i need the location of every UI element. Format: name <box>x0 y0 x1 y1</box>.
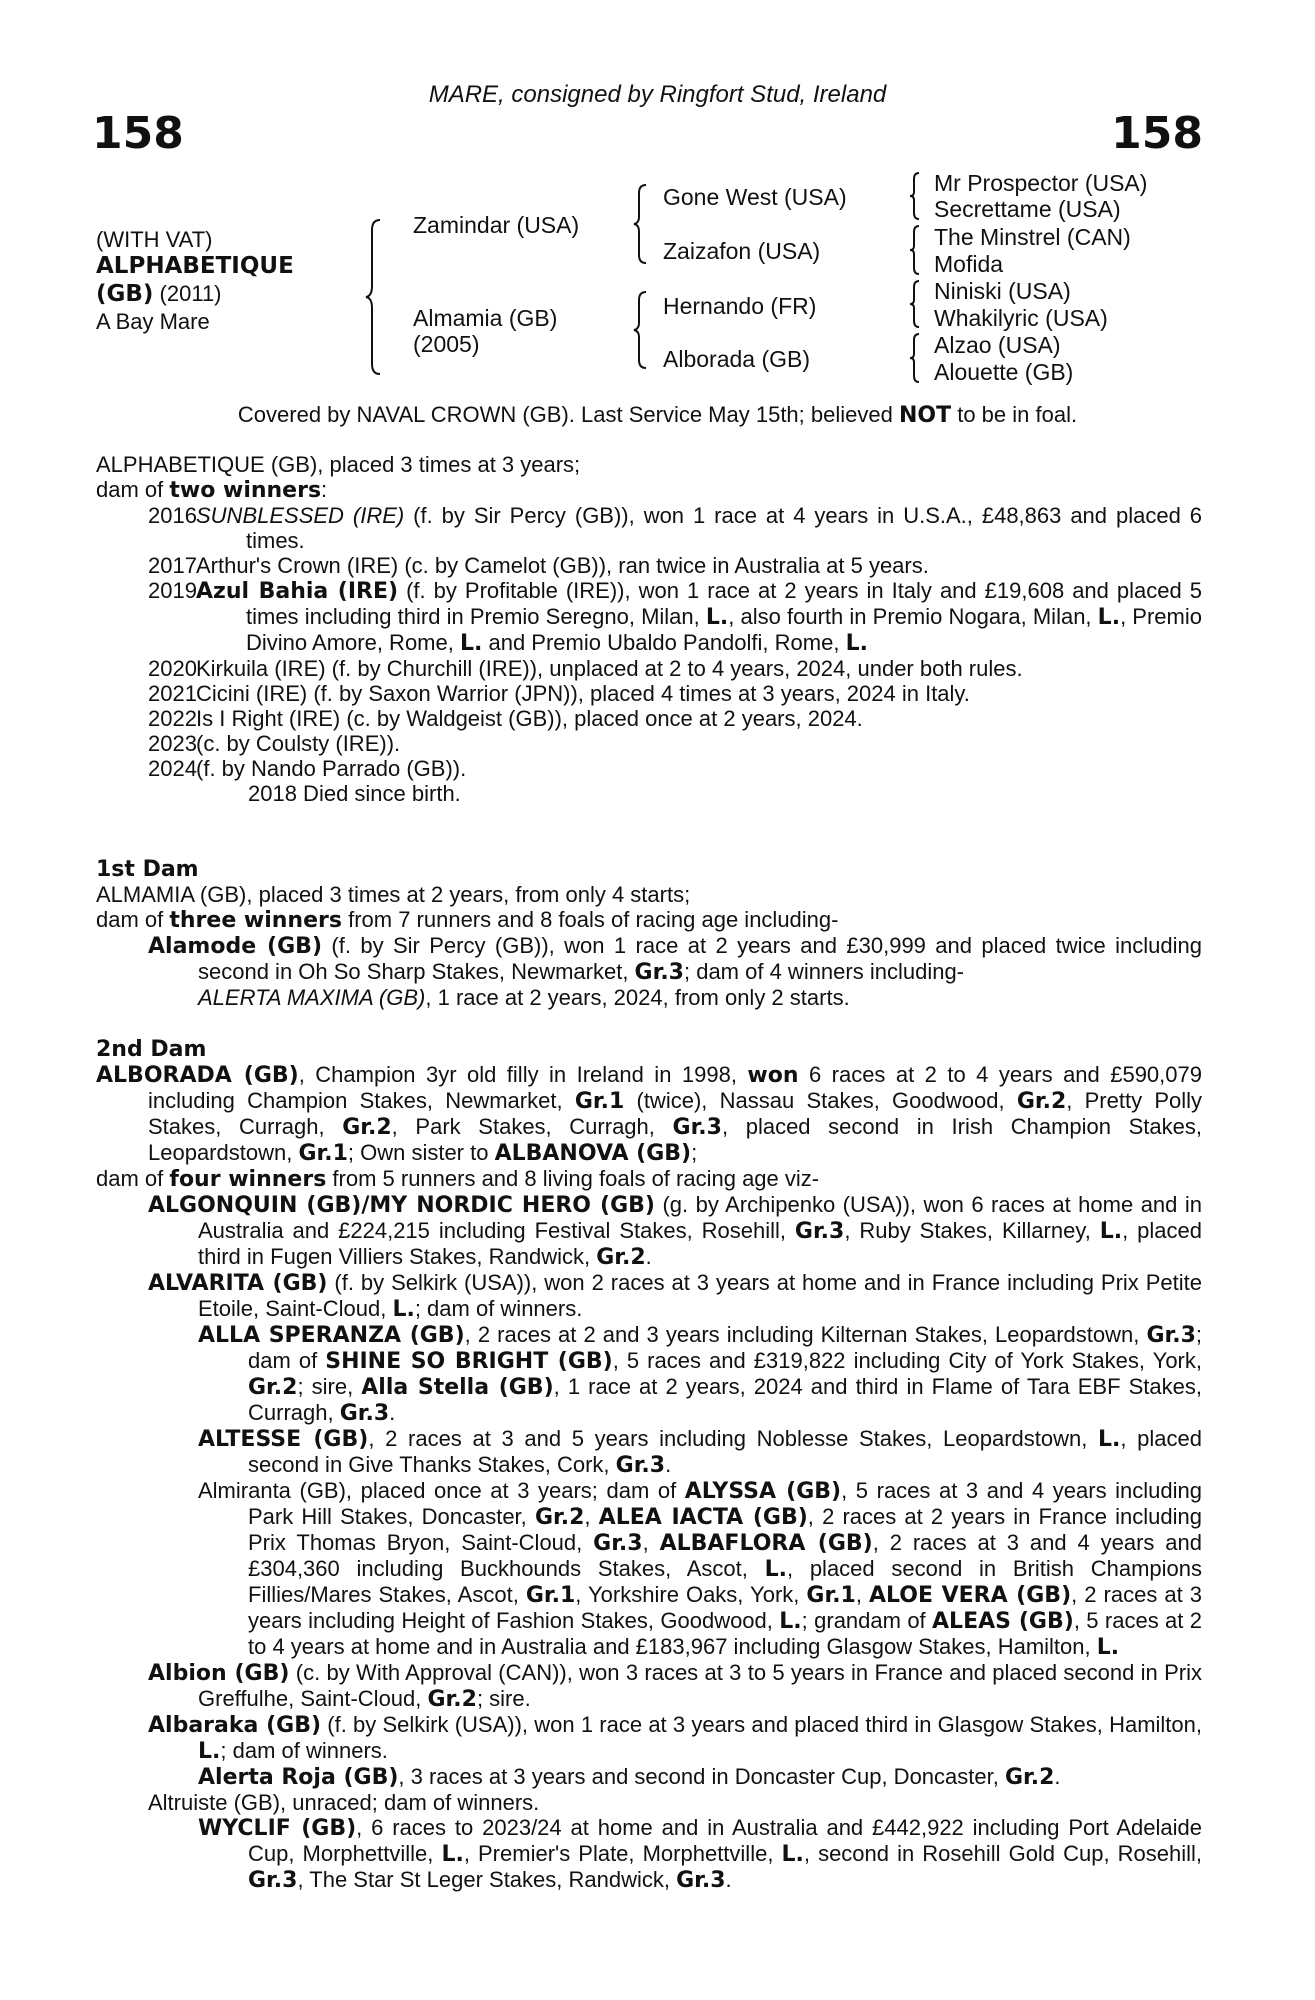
bold-text: L. <box>1099 1219 1123 1244</box>
bold-text: L. <box>392 1297 415 1322</box>
text-run: . <box>1054 1764 1061 1789</box>
produce-entry <box>96 553 1202 578</box>
text-run: , 2 races at 3 and 5 years including Noblesse Stakes, Leopardstown, <box>368 1426 1099 1451</box>
bold-text: ALTESSE (GB) <box>198 1427 369 1452</box>
covering-post: to be in foal. <box>951 402 1078 427</box>
text-run: , The Star St Leger Stakes, Randwick, <box>297 1867 677 1892</box>
text-run: , 6 races to 2023/24 at home and in Australia and £442,922 including Port Adelaide Cup, Morphettville, <box>248 1815 1203 1866</box>
bold-text: ALLA SPERANZA (GB) <box>198 1323 465 1348</box>
produce-dam-of-count: two winners <box>169 478 322 503</box>
produce-entry <box>96 681 1202 706</box>
first-dam-heading: 1st Dam <box>96 857 199 882</box>
bold-text: Gr.2 <box>596 1245 646 1270</box>
lot-number-right: 158 <box>1111 108 1203 159</box>
text-run: ; dam of winners. <box>220 1738 388 1763</box>
produce-entry <box>96 503 1202 553</box>
pedigree-bracket-dam <box>632 290 650 370</box>
pedigree-dam: Almamia (GB) <box>413 305 558 331</box>
italic-text: ALERTA MAXIMA (GB) <box>198 985 426 1010</box>
text-run: ; Own sister to <box>347 1140 495 1165</box>
text-run: (twice), Nassau Stakes, Goodwood, <box>624 1088 1017 1113</box>
produce-dam-of <box>96 477 1202 503</box>
produce-entry <box>96 731 1202 756</box>
bold-text: ALBAFLORA (GB) <box>659 1531 873 1556</box>
covering-pre: Covered by NAVAL CROWN (GB). Last Service May 15th; believed <box>237 402 899 427</box>
pedigree-dam-year: (2005) <box>413 331 480 357</box>
bold-text: L. <box>705 605 729 630</box>
produce-list <box>96 503 1202 781</box>
produce-year: 2020 <box>148 656 197 681</box>
bold-text: L. <box>459 631 483 656</box>
produce-entry <box>96 578 1202 656</box>
produce-detail <box>196 578 1202 656</box>
pedigree-paragraph <box>96 1712 1202 1764</box>
produce-entry <box>96 656 1202 681</box>
pedigree-paragraph <box>96 1815 1202 1893</box>
text-run: Arthur's Crown (IRE) (c. by Camelot (GB)), ran twice in Australia at 5 years. <box>196 553 929 578</box>
text-run: , Champion 3yr old filly in Ireland in 1998, <box>298 1062 748 1087</box>
pedigree-paragraph <box>96 1062 1202 1166</box>
text-run: , placed second in Give Thanks Stakes, Cork, <box>248 1426 1203 1477</box>
bold-text: Alamode (GB) <box>148 934 322 959</box>
bold-text: Gr.3 <box>1146 1323 1196 1348</box>
vat-note: (WITH VAT) <box>96 227 213 252</box>
bold-text: Albaraka (GB) <box>148 1713 322 1738</box>
bold-text: Albion (GB) <box>148 1661 290 1686</box>
text-run: (c. by Coulsty (IRE)). <box>196 731 401 756</box>
produce-detail <box>196 731 1202 756</box>
pedigree-paragraph <box>96 985 1202 1010</box>
text-run: , 2 races at 3 and 4 years and £304,360 including Buckhounds Stakes, Ascot, <box>248 1530 1202 1581</box>
text-run: , 1 race at 2 years, 2024, from only 2 starts. <box>425 985 850 1010</box>
text-run: , <box>584 1504 599 1529</box>
text-run: (f. by Sir Percy (GB)), won 1 race at 2 years and £30,999 and placed twice including second in Oh So Sharp Stakes, Newmarket, <box>198 933 1202 984</box>
text-run: , Premio Divino Amore, Rome, <box>246 604 1202 655</box>
text-run: , 5 races at 3 and 4 years including Park Hill Stakes, Doncaster, <box>248 1478 1202 1529</box>
text-run: (c. by With Approval (CAN)), won 3 races at 3 to 5 years in France and placed second in Prix Greffulhe, Saint-Cloud, <box>198 1660 1202 1711</box>
produce-year: 2022 <box>148 706 197 731</box>
pedigree-bracket-sire <box>632 183 650 265</box>
bold-text: ALOE VERA (GB) <box>869 1583 1072 1608</box>
produce-year: 2023 <box>148 731 197 756</box>
pedigree-paragraph <box>96 1478 1202 1660</box>
text-run: , Premier's Plate, Morphettville, <box>463 1841 782 1866</box>
text-run: (f. by Nando Parrado (GB)). <box>196 756 467 781</box>
bold-text: Gr.3 <box>248 1868 298 1893</box>
text-run: (g. by Archipenko (USA)), won 6 races at home and in Australia and £224,215 including Festival Stakes, Rosehill, <box>198 1192 1203 1243</box>
produce-dam-of-post: : <box>321 477 328 502</box>
text-run: , Ruby Stakes, Killarney, <box>844 1218 1100 1243</box>
bold-text: won <box>747 1063 799 1088</box>
text-run: Altruiste (GB), unraced; dam of winners. <box>148 1790 540 1815</box>
text-run: , second in Rosehill Gold Cup, Rosehill, <box>803 1841 1203 1866</box>
horse-year: (2011) <box>153 281 222 306</box>
bold-text: Gr.3 <box>672 1115 722 1140</box>
pedigree-paragraph <box>96 1270 1202 1322</box>
bold-text: ALEAS (GB) <box>932 1609 1074 1634</box>
horse-name-year <box>96 280 294 308</box>
produce-entry <box>96 706 1202 731</box>
second-dam-section <box>96 1037 1202 1893</box>
bold-text: Gr.2 <box>1016 1089 1067 1114</box>
text-run: ; grandam of <box>801 1608 933 1633</box>
produce-detail <box>196 756 1202 781</box>
horse-description: A Bay Mare <box>96 309 210 334</box>
text-run: . <box>389 1400 396 1425</box>
text-run: (f. by Selkirk (USA)), won 2 races at 3 years at home and in France including Prix Petite Etoile, Saint-Cloud, <box>198 1270 1202 1321</box>
pedigree-paragraph <box>96 1192 1202 1270</box>
text-run: (f. by Profitable (IRE)), won 1 race at 2 years in Italy and £19,608 and placed 5 times including third in Premio Seregno, Milan, <box>246 578 1202 629</box>
text-run: Almiranta (GB), placed once at 3 years; dam of <box>198 1478 685 1503</box>
text-run: , 1 race at 2 years, 2024 and third in Flame of Tara EBF Stakes, Curragh, <box>248 1374 1202 1425</box>
text-run: , Park Stakes, Curragh, <box>391 1114 673 1139</box>
bold-text: Gr.2 <box>534 1505 585 1530</box>
produce-detail <box>196 553 1202 578</box>
text-run: dam of <box>96 907 170 932</box>
pedigree-sds: The Minstrel (CAN) <box>934 224 1131 250</box>
produce-dam-of-pre: dam of <box>96 477 170 502</box>
text-run: , Yorkshire Oaks, York, <box>575 1582 807 1607</box>
bold-text: Gr.2 <box>427 1687 477 1712</box>
produce-year: 2019 <box>148 578 197 603</box>
pedigree-sd: Zaizafon (USA) <box>663 238 821 264</box>
bold-text: Gr.3 <box>593 1531 643 1556</box>
text-run: , placed second in British Champions Fillies/Mares Stakes, Ascot, <box>248 1556 1202 1607</box>
text-run: . <box>665 1452 672 1477</box>
bold-text: L. <box>1098 1427 1121 1452</box>
pedigree-ds: Hernando (FR) <box>663 293 817 319</box>
pedigree-dss: Niniski (USA) <box>934 278 1071 304</box>
bold-text: Gr.3 <box>676 1868 726 1893</box>
bold-text: Gr.3 <box>794 1219 845 1244</box>
pedigree-paragraph <box>96 882 1202 907</box>
text-run: , placed third in Fugen Villiers Stakes, Randwick, <box>198 1218 1202 1269</box>
pedigree-paragraph <box>96 1660 1202 1712</box>
bold-text: Alerta Roja (GB) <box>198 1765 399 1790</box>
text-run: , placed second in Irish Champion Stakes, Leopardstown, <box>148 1114 1202 1165</box>
horse-name: ALPHABETIQUE <box>96 253 294 279</box>
pedigree-sss: Mr Prospector (USA) <box>934 170 1148 196</box>
bold-text: ALVARITA (GB) <box>148 1271 328 1296</box>
text-run: ; sire. <box>476 1686 531 1711</box>
pedigree-bracket-g3-1 <box>908 171 922 221</box>
produce-detail <box>196 503 1202 553</box>
pedigree-dsd: Whakilyric (USA) <box>934 305 1108 331</box>
bold-text: L. <box>1096 1635 1120 1660</box>
pedigree-paragraph <box>96 933 1202 985</box>
bold-text: Gr.1 <box>574 1089 625 1114</box>
bold-text: ALBORADA (GB) <box>96 1063 299 1088</box>
produce-died-note: 2018 Died since birth. <box>248 781 461 806</box>
bold-text: L. <box>845 631 868 656</box>
text-run: from 7 runners and 8 foals of racing age including- <box>341 907 839 932</box>
consignment-line: MARE, consigned by Ringfort Stud, Ireland <box>428 81 887 108</box>
text-run: Kirkuila (IRE) (f. by Churchill (IRE)), unplaced at 2 to 4 years, 2024, under both rules. <box>196 656 1023 681</box>
bold-text: L. <box>779 1609 802 1634</box>
first-dam-body <box>96 882 1202 1010</box>
pedigree-dd: Alborada (GB) <box>663 346 811 372</box>
pedigree-sdd: Mofida <box>934 251 1004 277</box>
bold-text: four winners <box>169 1167 327 1192</box>
pedigree-paragraph <box>96 1790 1202 1815</box>
bold-text: Alla Stella (GB) <box>361 1375 554 1400</box>
pedigree-paragraph <box>96 1764 1202 1790</box>
pedigree-bracket-g3-4 <box>908 332 922 384</box>
text-run: (f. by Selkirk (USA)), won 1 race at 3 years and placed third in Glasgow Stakes, Hamilton, <box>321 1712 1203 1737</box>
produce-intro: ALPHABETIQUE (GB), placed 3 times at 3 years; <box>96 452 581 477</box>
bold-text: L. <box>441 1842 464 1867</box>
lot-number-left: 158 <box>92 108 184 159</box>
pedigree-paragraph <box>96 1166 1202 1192</box>
bold-text: ALYSSA (GB) <box>684 1479 842 1504</box>
bold-text: three winners <box>169 908 342 933</box>
bold-text: Gr.1 <box>525 1583 576 1608</box>
horse-country: (GB) <box>96 281 154 307</box>
produce-year: 2017 <box>148 553 197 578</box>
bold-text: SHINE SO BRIGHT (GB) <box>325 1349 613 1374</box>
text-run: , 5 races and £319,822 including City of York Stakes, York, <box>612 1348 1202 1373</box>
bold-text: Gr.3 <box>339 1401 390 1426</box>
text-run: ALMAMIA (GB), placed 3 times at 2 years, from only 4 starts; <box>96 882 691 907</box>
bold-text: L. <box>781 1842 804 1867</box>
pedigree-ssd: Secrettame (USA) <box>934 196 1121 222</box>
bold-text: L. <box>764 1557 787 1582</box>
text-run: from 5 runners and 8 living foals of racing age viz- <box>326 1166 820 1191</box>
text-run: (f. by Sir Percy (GB)), won 1 race at 4 years in U.S.A., £48,863 and placed 6 times. <box>246 503 1202 553</box>
bold-text: Azul Bahia (IRE) <box>196 579 399 604</box>
produce-record <box>96 452 1202 806</box>
bold-text: L. <box>198 1739 221 1764</box>
bold-text: ALGONQUIN (GB)/MY NORDIC HERO (GB) <box>148 1193 655 1218</box>
produce-year: 2021 <box>148 681 197 706</box>
bold-text: ALEA IACTA (GB) <box>598 1505 808 1530</box>
bold-text: WYCLIF (GB) <box>198 1816 357 1841</box>
text-run: , <box>855 1582 870 1607</box>
pedigree-ddd: Alouette (GB) <box>934 359 1074 385</box>
first-dam-section <box>96 857 1202 1010</box>
text-run: ; <box>691 1140 698 1165</box>
pedigree-bracket-g3-2 <box>908 224 922 276</box>
italic-text: SUNBLESSED (IRE) <box>196 503 405 528</box>
text-run: , 5 races at 2 to 4 years at home and in Australia and £183,967 including Glasgow Stakes, Hamilton, <box>248 1608 1202 1659</box>
bold-text: Gr.3 <box>615 1453 666 1478</box>
bold-text: Gr.1 <box>298 1141 348 1166</box>
text-run: ; dam of 4 winners including- <box>683 959 965 984</box>
bold-text: L. <box>1097 605 1121 630</box>
bold-text: Gr.3 <box>634 960 684 985</box>
text-run: , <box>642 1530 660 1555</box>
text-run: ; dam of winners. <box>414 1296 583 1321</box>
covering-statement <box>0 402 1315 428</box>
text-run: Is I Right (IRE) (c. by Waldgeist (GB)), placed once at 2 years, 2024. <box>196 706 863 731</box>
text-run: , also fourth in Premio Nogara, Milan, <box>728 604 1098 629</box>
pedigree-paragraph <box>96 1322 1202 1426</box>
bold-text: Gr.2 <box>1004 1765 1055 1790</box>
produce-detail <box>196 656 1202 681</box>
text-run: , 3 races at 3 years and second in Doncaster Cup, Doncaster, <box>398 1764 1005 1789</box>
text-run: , 2 races at 2 years in France including Prix Thomas Bryon, Saint-Cloud, <box>248 1504 1202 1555</box>
bold-text: ALBANOVA (GB) <box>494 1141 692 1166</box>
covering-not: NOT <box>898 403 952 428</box>
horse-identity <box>96 226 294 335</box>
text-run: . <box>645 1244 652 1269</box>
text-run: , 2 races at 3 years including Height of Fashion Stakes, Goodwood, <box>248 1582 1202 1633</box>
text-run: dam of <box>96 1166 170 1191</box>
second-dam-body <box>96 1062 1202 1893</box>
produce-detail <box>196 706 1202 731</box>
text-run: and Premio Ubaldo Pandolfi, Rome, <box>482 630 846 655</box>
text-run: Cicini (IRE) (f. by Saxon Warrior (JPN)), placed 4 times at 3 years, 2024 in Italy. <box>196 681 970 706</box>
pedigree-sire: Zamindar (USA) <box>413 212 580 238</box>
text-run: 6 races at 2 to 4 years and £590,079 including Champion Stakes, Newmarket, <box>148 1062 1202 1113</box>
produce-detail <box>196 681 1202 706</box>
pedigree-ss: Gone West (USA) <box>663 184 847 210</box>
pedigree-paragraph <box>96 1426 1202 1478</box>
produce-year: 2024 <box>148 756 197 781</box>
second-dam-heading: 2nd Dam <box>96 1037 207 1062</box>
text-run: ; sire, <box>297 1374 362 1399</box>
pedigree-dds: Alzao (USA) <box>934 332 1061 358</box>
produce-entry <box>96 756 1202 781</box>
bold-text: Gr.1 <box>806 1583 856 1608</box>
text-run: . <box>725 1867 732 1892</box>
pedigree-paragraph <box>96 907 1202 933</box>
text-run: ; dam of <box>248 1322 1202 1373</box>
text-run: , 2 races at 2 and 3 years including Kilternan Stakes, Leopardstown, <box>464 1322 1147 1347</box>
produce-year: 2016 <box>148 503 197 528</box>
bold-text: Gr.2 <box>248 1375 298 1400</box>
bold-text: Gr.2 <box>342 1115 392 1140</box>
text-run: , Pretty Polly Stakes, Curragh, <box>148 1088 1203 1139</box>
pedigree-bracket-gen1 <box>364 218 384 376</box>
pedigree-bracket-g3-3 <box>908 279 922 329</box>
